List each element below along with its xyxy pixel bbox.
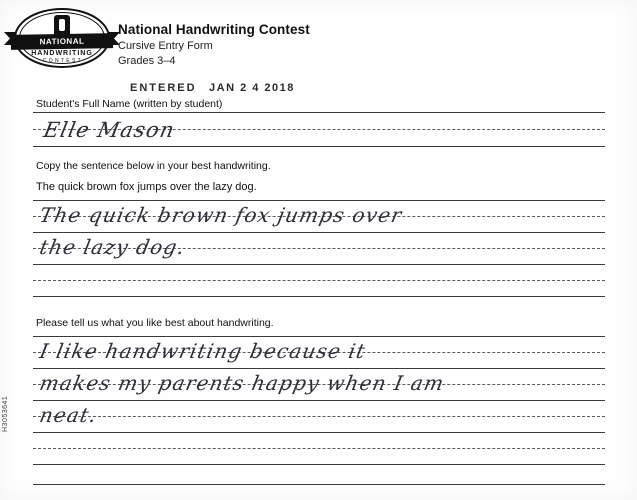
logo-tiny-text: C O N T E S T: [42, 58, 82, 64]
entered-stamp: [130, 78, 295, 96]
rule-line: [33, 432, 605, 433]
student-name-handwriting: Elle Mason: [41, 118, 178, 142]
rule-line-dashed: [33, 416, 605, 417]
copy-handwriting-line-2: the lazy dog.: [37, 235, 188, 259]
pen-nib-icon: [54, 15, 70, 35]
form-type-label: Cursive Entry Form: [118, 40, 213, 52]
opinion-handwriting-line-1: I like handwriting because it: [37, 339, 369, 363]
rule-line: [33, 368, 605, 369]
rule-line: [33, 146, 605, 147]
name-prompt: Student's Full Name (written by student): [36, 98, 223, 110]
grade-range-label: Grades 3–4: [118, 55, 176, 67]
form-header: [0, 0, 637, 78]
opinion-instruction: Please tell us what you like best about handwriting.: [36, 317, 274, 329]
logo-banner-text: NATIONAL: [39, 36, 85, 47]
rule-line: [33, 296, 605, 297]
rule-line: [33, 200, 605, 201]
page-title: National Handwriting Contest: [118, 22, 310, 37]
rule-line: [33, 464, 605, 465]
entered-stamp-label: ENTERED: [130, 82, 197, 94]
rule-line-dashed: [33, 448, 605, 449]
logo-banner: [11, 33, 113, 50]
contest-logo: [14, 8, 110, 70]
rule-line: [33, 264, 605, 265]
rule-line: [33, 232, 605, 233]
sentence-to-copy: The quick brown fox jumps over the lazy dog.: [36, 181, 257, 193]
title-block: [118, 22, 310, 69]
rule-line-dashed: [33, 280, 605, 281]
entered-stamp-date: JAN 2 4 2018: [209, 82, 295, 94]
opinion-handwriting-line-3: neat.: [37, 403, 100, 427]
rule-line: [33, 112, 605, 113]
form-serial-code: H3053641: [2, 395, 9, 432]
rule-line: [33, 484, 605, 485]
copy-instruction: Copy the sentence below in your best handwriting.: [36, 160, 271, 172]
rule-line: [33, 336, 605, 337]
copy-handwriting-line-1: The quick brown fox jumps over: [37, 203, 405, 227]
bottom-ruleset: [33, 484, 605, 498]
logo-subtitle: HANDWRITING: [31, 50, 93, 57]
opinion-handwriting-line-2: makes my parents happy when I am: [37, 371, 447, 395]
rule-line: [33, 400, 605, 401]
